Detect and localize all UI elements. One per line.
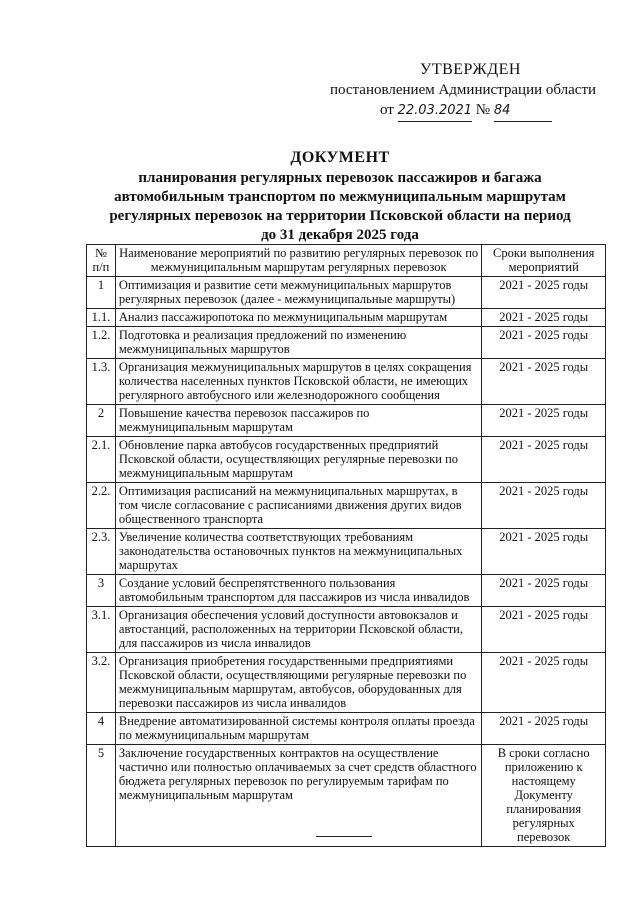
row-name: Анализ пассажиропотока по межмуниципальным маршрутам [115,309,482,327]
row-name: Организация обеспечения условий доступности автовокзалов и автостанций, расположенных на территории Псковской области, для пассажиров из числа инвалидов [115,607,482,653]
approval-heading: УТВЕРЖДЕН [420,61,521,78]
row-num: 2.3. [87,529,116,575]
row-num: 1.1. [87,309,116,327]
handwritten-number: 84 [493,103,511,118]
row-num: 2.2. [87,483,116,529]
table-row [87,277,606,309]
row-num: 3 [87,575,116,607]
row-name: Оптимизация расписаний на межмуниципальных маршрутах, в том числе согласование с расписаниями движения других видов общественного транспорта [115,483,482,529]
plan-table [86,244,606,847]
approval-date-line [330,100,620,122]
row-num: 2.1. [87,437,116,483]
row-name: Повышение качества перевозок пассажиров по межмуниципальным маршрутам [115,405,482,437]
row-name: Создание условий беспрепятственного пользования автомобильным транспортом для пассажиров из числа инвалидов [115,575,482,607]
row-num: 1 [87,277,116,309]
document-title [70,148,610,245]
title-line-2: автомобильным транспортом по межмуниципальным маршрутам [114,189,566,205]
row-name: Организация межмуниципальных маршрутов в целях сокращения количества населенных пунктов Псковской области, не имеющих регулярного автобусного или железнодорожного сообщения [115,359,482,405]
row-term: 2021 - 2025 годы [482,405,606,437]
table-header-row [87,245,606,277]
table-row [87,327,606,359]
row-term: В сроки согласно приложению к настоящему Документу планирования регулярных перевозок [482,745,606,847]
row-name: Оптимизация и развитие сети межмуниципальных маршрутов регулярных перевозок (далее - межмуниципальные маршруты) [115,277,482,309]
title-line-4: до 31 декабря 2025 года [261,227,419,243]
row-num: 3.2. [87,653,116,713]
row-term: 2021 - 2025 годы [482,309,606,327]
table-row [87,607,606,653]
table-row [87,575,606,607]
title-line-3: регулярных перевозок на территории Псковской области на период [109,208,571,224]
table-row [87,529,606,575]
row-num: 1.2. [87,327,116,359]
header-num: № п/п [87,245,116,277]
row-name: Увеличение количества соответствующих требованиям законодательства остановочных пунктов на межмуниципальных маршрутах [115,529,482,575]
row-num: 3.1. [87,607,116,653]
footer-divider [316,836,372,837]
approval-block [330,60,620,122]
row-term: 2021 - 2025 годы [482,483,606,529]
table-row [87,309,606,327]
approval-line: постановлением Администрации области [330,82,597,98]
row-name: Организация приобретения государственными предприятиями Псковской области, осуществляющими регулярные перевозки по межмуниципальным маршрутам, автобусов, оборудованных для перевозки пассажиров из числа инвалидов [115,653,482,713]
row-name: Подготовка и реализация предложений по изменению межмуниципальных маршрутов [115,327,482,359]
number-label: № [475,102,491,118]
row-num: 4 [87,713,116,745]
row-num: 5 [87,745,116,847]
table-row [87,653,606,713]
header-name: Наименование мероприятий по развитию регулярных перевозок по межмуниципальным маршрутам регулярных перевозок [115,245,482,277]
title-doc: ДОКУМЕНТ [290,149,390,166]
row-term: 2021 - 2025 годы [482,359,606,405]
row-term: 2021 - 2025 годы [482,653,606,713]
row-num: 2 [87,405,116,437]
row-term: 2021 - 2025 годы [482,277,606,309]
row-term: 2021 - 2025 годы [482,437,606,483]
table-row [87,359,606,405]
table-row [87,713,606,745]
row-term: 2021 - 2025 годы [482,529,606,575]
table-row [87,437,606,483]
row-term: 2021 - 2025 годы [482,713,606,745]
row-num: 1.3. [87,359,116,405]
table-row [87,745,606,847]
date-field [398,100,472,122]
title-line-1: планирования регулярных перевозок пассажиров и багажа [138,170,542,186]
table-row [87,483,606,529]
row-term: 2021 - 2025 годы [482,607,606,653]
row-term: 2021 - 2025 годы [482,575,606,607]
number-field [494,100,552,122]
table-row [87,405,606,437]
header-term: Сроки выполнения мероприятий [482,245,606,277]
row-name: Заключение государственных контрактов на осуществление частично или полностью оплачиваемых за счет средств областного бюджета регулярных перевозок по регулируемым тарифам по межмуниципальным маршрутам [115,745,482,847]
handwritten-date: 22.03.2021 [397,103,473,118]
from-label: от [380,102,394,118]
row-name: Внедрение автоматизированной системы контроля оплаты проезда по межмуниципальным маршрутам [115,713,482,745]
row-name: Обновление парка автобусов государственных предприятий Псковской области, осуществляющих регулярные перевозки по межмуниципальным маршрутам [115,437,482,483]
row-term: 2021 - 2025 годы [482,327,606,359]
